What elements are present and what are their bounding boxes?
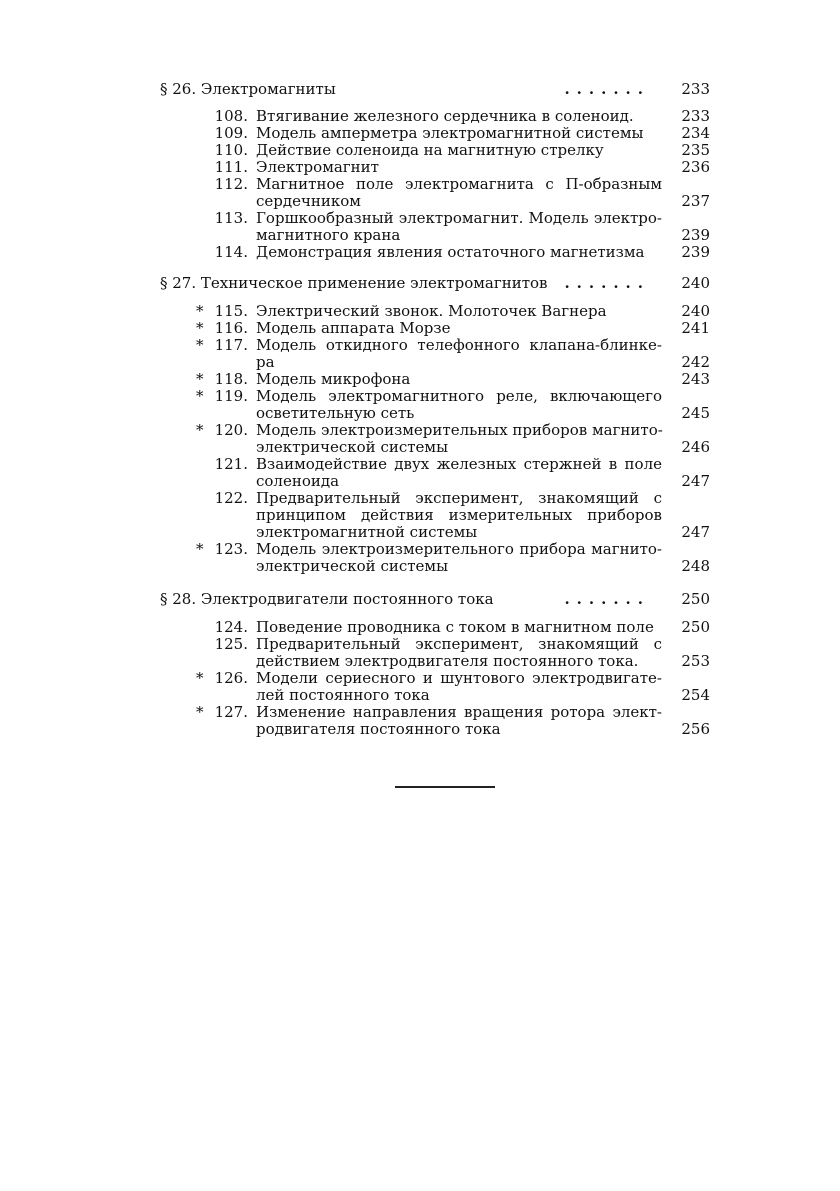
entry-page: 256 [681,720,710,738]
entry-text-line: родвигателя постоянного тока [256,720,501,738]
entry-number: 118. [214,370,248,388]
section-title: § 27. Техническое применение электромагнитов [160,274,548,292]
entry-number: 123. [214,540,248,558]
entry-text-line: электрической системы [256,438,449,456]
entry-page: 254 [681,686,710,704]
entry-text-line: Демонстрация явления остаточного магнетизма [256,243,645,261]
entry-text-line: Взаимодействие двух железных стержней в поле [256,455,662,473]
entry-text-line: ра [256,353,275,371]
entry-page: 247 [681,472,710,490]
entry-text-line: Действие соленоида на магнитную стрелку [256,141,604,159]
entry-page: 243 [681,370,710,388]
entry-page: 241 [681,319,710,337]
optional-marker: * [196,319,204,337]
entry-text-line: Втягивание железного сердечника в соленоид. [256,107,634,125]
section-heading[interactable] [160,78,710,100]
entry-number: 111. [214,158,248,176]
section-page: 250 [681,590,710,608]
entry-text-line: Модель амперметра электромагнитной системы [256,124,644,142]
entry-text-line: Электромагнит [256,158,379,176]
entry-page: 242 [681,353,710,371]
entry-text-line: электрической системы [256,557,449,575]
entry-number: 114. [214,243,248,261]
entry-page: 239 [681,243,710,261]
leader-dots: ....... [564,274,650,292]
entry-text-line: Модель откидного телефонного клапана-блинке- [256,336,662,354]
optional-marker: * [196,302,204,320]
entry-page: 235 [681,141,710,159]
leader-dots: ....... [564,590,650,608]
optional-marker: * [196,387,204,405]
entry-text-line: Модели сериесного и шунтового электродвигате- [256,669,662,687]
entry-text-line: лей постоянного тока [256,686,430,704]
closing-rule [395,786,495,788]
section-page: 240 [681,274,710,292]
entry-number: 119. [214,387,248,405]
entry-number: 117. [214,336,248,354]
entry-page: 237 [681,192,710,210]
entry-page: 239 [681,226,710,244]
entry-page: 236 [681,158,710,176]
entry-page: 240 [681,302,710,320]
entry-text-line: Предварительный эксперимент, знакомящий с [256,489,662,507]
entry-number: 125. [214,635,248,653]
entry-page: 253 [681,652,710,670]
entry-page: 250 [681,618,710,636]
section-title: § 26. Электромагниты [160,80,336,98]
entry-number: 121. [214,455,248,473]
entry-page: 234 [681,124,710,142]
entry-text-line: Модель электромагнитного реле, включающего [256,387,662,405]
entry-number: 116. [214,319,248,337]
entry-text-line: Изменение направления вращения ротора элект- [256,703,662,721]
entry-number: 115. [214,302,248,320]
entry-number: 113. [214,209,248,227]
entry-number: 120. [214,421,248,439]
optional-marker: * [196,540,204,558]
entry-page: 246 [681,438,710,456]
entry-page: 245 [681,404,710,422]
entry-text-line: Модель электроизмерительного прибора магнито- [256,540,662,558]
entry-page: 248 [681,557,710,575]
section-heading[interactable] [160,588,710,610]
optional-marker: * [196,669,204,687]
entry-number: 110. [214,141,248,159]
entry-text-line: Модель аппарата Морзе [256,319,451,337]
section-title: § 28. Электродвигатели постоянного тока [160,590,494,608]
entry-number: 112. [214,175,248,193]
entry-text-line: электромагнитной системы [256,523,478,541]
entry-text-line: Магнитное поле электромагнита с П-образным [256,175,662,193]
section-page: 233 [681,80,710,98]
leader-dots: ....... [564,80,650,98]
entry-text-line: Предварительный эксперимент, знакомящий с [256,635,662,653]
entry-text-line: принципом действия измерительных приборов [256,506,662,524]
optional-marker: * [196,703,204,721]
optional-marker: * [196,336,204,354]
entry-number: 127. [214,703,248,721]
entry-text-line: действием электродвигателя постоянного тока. [256,652,639,670]
entry-page: 233 [681,107,710,125]
entry-text-line: Поведение проводника с током в магнитном поле [256,618,654,636]
section-heading[interactable] [160,272,710,294]
entry-text-line: Модель электроизмерительных приборов магнито- [256,421,663,439]
entry-text-line: сердечником [256,192,361,210]
entry-number: 122. [214,489,248,507]
entry-text-line: Горшкообразный электромагнит. Модель электро- [256,209,662,227]
entry-page: 247 [681,523,710,541]
entry-number: 124. [214,618,248,636]
entry-text-line: осветительную сеть [256,404,415,422]
entry-text-line: Электрический звонок. Молоточек Вагнера [256,302,607,320]
optional-marker: * [196,370,204,388]
entry-text-line: магнитного крана [256,226,401,244]
entry-number: 108. [214,107,248,125]
entry-text-line: Модель микрофона [256,370,411,388]
entry-text-line: соленоида [256,472,340,490]
entry-number: 109. [214,124,248,142]
optional-marker: * [196,421,204,439]
entry-number: 126. [214,669,248,687]
